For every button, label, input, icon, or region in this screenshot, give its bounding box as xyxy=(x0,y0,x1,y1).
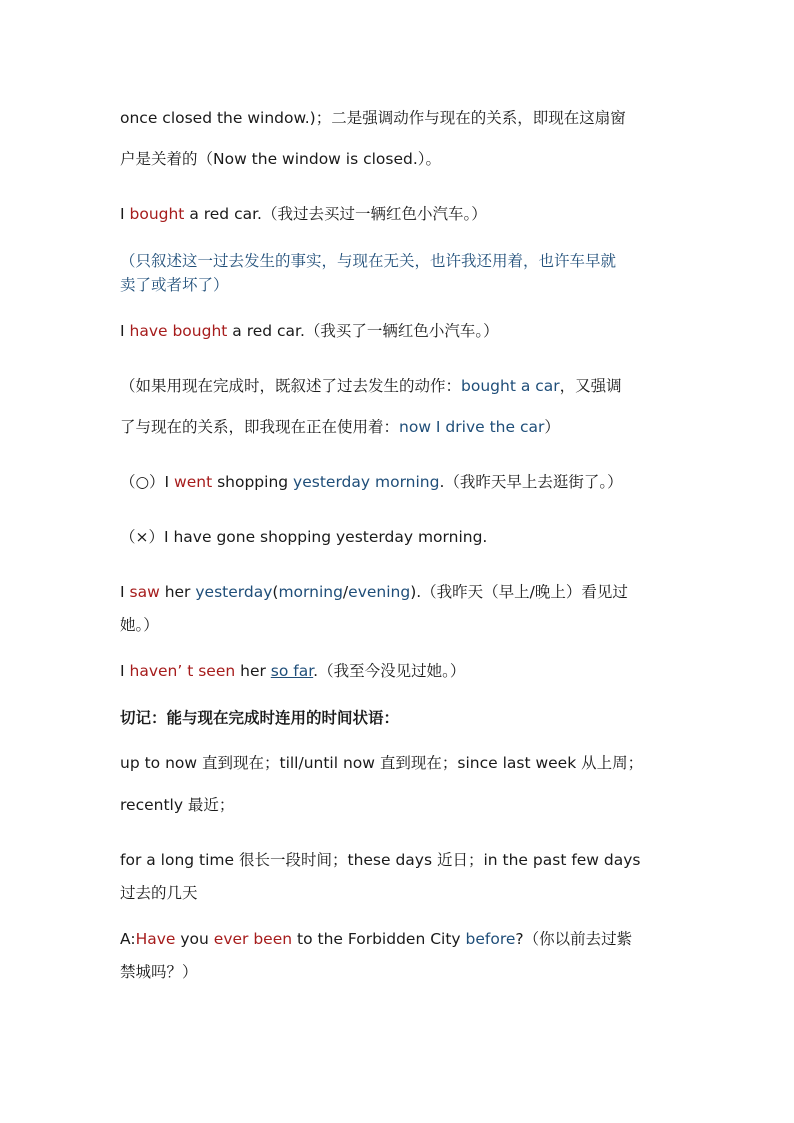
highlight-time: so far xyxy=(270,662,314,680)
example-saw: I saw her yesterday(morning/evening).（我昨天（早上/晚上）看见过 xyxy=(120,583,628,601)
adverbial-list-2: recently 最近； xyxy=(120,796,235,814)
example-havent-seen: I haven’ t seen her so far.（我至今没见过她。） xyxy=(120,662,466,680)
highlight-verb: saw xyxy=(129,583,160,601)
example-question: A:Have you ever been to the Forbidden City before?（你以前去过紫 xyxy=(120,930,633,948)
reminder-heading: 切记：能与现在完成时连用的时间状语： xyxy=(120,709,400,727)
text-line-2: 户是关着的（Now the window is closed.）。 xyxy=(120,150,442,168)
example-question-cont: 禁城吗？） xyxy=(120,963,198,981)
adverbial-list-1: up to now 直到现在；till/until now 直到现在；since last week 从上周； xyxy=(120,754,644,772)
highlight-verb: have bought xyxy=(129,322,228,340)
highlight-phrase: bought a car xyxy=(461,377,560,395)
text-line-1: once closed the window.)；二是强调动作与现在的关系，即现在这扇窗 xyxy=(120,109,626,127)
note-line-1: （只叙述这一过去发生的事实，与现在无关，也许我还用着，也许车早就 xyxy=(120,252,617,270)
note-line-3: （如果用现在完成时，既叙述了过去发生的动作：bought a car，又强调 xyxy=(120,377,622,395)
note-line-2: 卖了或者坏了） xyxy=(120,276,229,294)
highlight-verb: bought xyxy=(129,205,185,223)
example-correct: （○）I went shopping yesterday morning.（我昨天早上去逛街了。） xyxy=(120,473,623,491)
adverbial-list-4: 过去的几天 xyxy=(120,884,198,902)
example-have-bought: I have bought a red car.（我买了一辆红色小汽车。） xyxy=(120,322,499,340)
highlight-verb: went xyxy=(174,473,213,491)
example-bought: I bought a red car.（我过去买过一辆红色小汽车。） xyxy=(120,205,487,223)
highlight-verb: haven’ t seen xyxy=(129,662,236,680)
note-line-4: 了与现在的关系，即我现在正在使用着：now I drive the car） xyxy=(120,418,560,436)
example-wrong: （×）I have gone shopping yesterday morning. xyxy=(120,528,488,546)
adverbial-list-3: for a long time 很长一段时间；these days 近日；in the past few days xyxy=(120,851,641,869)
example-saw-cont: 她。） xyxy=(120,616,159,634)
highlight-time: yesterday morning xyxy=(293,473,440,491)
highlight-phrase: now I drive the car xyxy=(399,418,545,436)
